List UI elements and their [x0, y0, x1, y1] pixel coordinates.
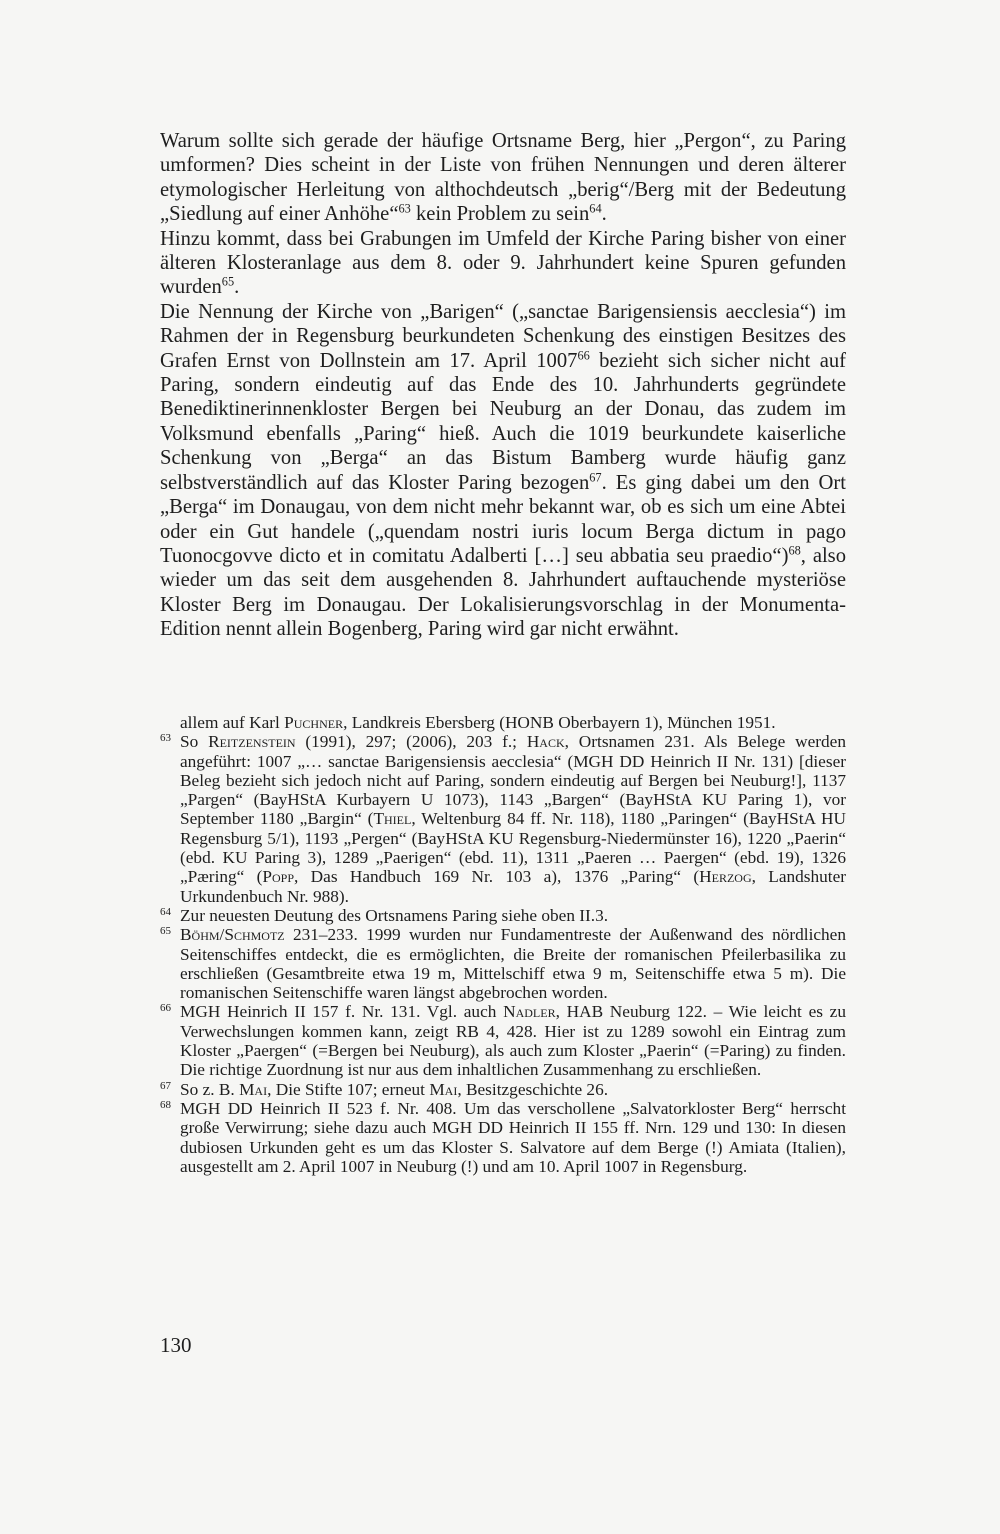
footnote-ref-68: 68: [788, 543, 801, 558]
paragraph-3: Die Nennung der Kirche von „Barigen“ („sanctae Barigensiensis aecclesia“) im Rahmen der in Regensburg beurkundeten Schenkung des einstigen Besitzes des Grafen Ernst von Dollnstein am 17. April 1007$^{66}$ bezieht sich sicher nicht auf Paring, sondern eindeutig auf das Ende des 10. Jahrhunderts gegründete Benediktinerinnenkloster Bergen bei Neuburg an der Donau, das zudem im Volksmund ebenfalls „Paring“ hieß. Auch die 1019 beurkundete kaiserliche Schenkung von „Berga“ an das Bistum Bamberg wurde häufig ganz selbstverständlich auf das Kloster Paring bezogen$^{67}$. Es ging dabei um den Ort „Berga“ im Donaugau, von dem nicht mehr bekannt war, ob es sich um eine Abtei oder ein Gut handele („quendam nostri iuris locum Berga dictum in pago Tuonocgovve dicto et in comitatu Adalberti […] seu abbatia seu praedio“)$^{68}$, also wieder um das seit dem ausgehenden 8. Jahrhundert auftauchende mysteriöse Kloster Berg im Donaugau. Der Lokalisierungsvorschlag in der Monumenta-Edition nennt allein Bogenberg, Paring wird gar nicht erwähnt.: [160, 300, 846, 641]
footnote-64: 64 Zur neuesten Deutung des Ortsnamens Paring siehe oben II.3.: [160, 906, 846, 925]
main-text: [160, 129, 846, 642]
footnote-number: 65: [160, 925, 171, 938]
footnote-68: 68 MGH DD Heinrich II 523 f. Nr. 408. Um das verschollene „Salvatorkloster Berg“ herrscht große Verwirrung; siehe dazu auch MGH DD Heinrich II 155 ff. Nrn. 129 und 130: In diesen dubiosen Urkunden geht es um das Kloster S. Salvatore auf dem Berge (!) Amiata (Italien), ausgestellt am 2. April 1007 in Neuburg (!) und am 10. April 1007 in Regensburg.: [160, 1099, 846, 1176]
page-number: 130: [160, 1333, 192, 1357]
footnote-number: 66: [160, 1002, 171, 1015]
paragraph-1: Warum sollte sich gerade der häufige Ortsname Berg, hier „Pergon“, zu Paring umformen? Dies scheint in der Liste von frühen Nennungen und deren älterer etymologischer Herleitung von althochdeutsch „berig“/Berg mit der Bedeutung „Siedlung auf einer Anhöhe“$^{63}$ kein Problem zu sein$^{64}$.: [160, 130, 846, 226]
footnote-number: 63: [160, 732, 171, 745]
footnotes: [160, 713, 846, 1176]
footnote-continuation: allem auf Karl Puchner, Landkreis Ebersberg (HONB Oberbayern 1), München 1951.: [180, 713, 776, 732]
footnote-number: 64: [160, 905, 171, 918]
footnote-63: 63 So Reitzenstein (1991), 297; (2006), 203 f.; Hack, Ortsnamen 231. Als Belege werden angeführt: 1007 „… sanctae Barigensiensis aecclesia“ (MGH DD Heinrich II Nr. 131) [dieser Beleg bezieht sich jedoch nicht auf Paring, sondern eindeutig auf Bergen bei Neuburg!], 1137 „Pargen“ (BayHStA Kurbayern U 1073), 1143 „Bargen“ (BayHStA KU Paring 1), vor September 1180 „Bargin“ (Thiel, Weltenburg 84 ff. Nr. 118), 1180 „Paringen“ (BayHStA HU Regensburg 5/1), 1193 „Pergen“ (BayHStA KU Regensburg-Niedermünster 16), 1220 „Paerin“ (ebd. KU Paring 3), 1289 „Paerigen“ (ebd. 11), 1311 „Paeren … Paergen“ (ebd. 19), 1326 „Pæring“ (Popp, Das Handbuch 169 Nr. 103 a), 1376 „Paring“ (Herzog, Landshuter Urkundenbuch Nr. 988).: [160, 732, 846, 906]
footnote-number: 68: [160, 1098, 171, 1111]
footnote-ref-66: 66: [577, 348, 590, 363]
paragraph-2: Hinzu kommt, dass bei Grabungen im Umfeld der Kirche Paring bisher von einer älteren Klosteranlage aus dem 8. oder 9. Jahrhundert keine Spuren gefunden wurden$^{65}$.: [160, 227, 846, 299]
footnote-ref-64: 64: [589, 201, 602, 216]
footnote-67: 67 So z. B. Mai, Die Stifte 107; erneut Mai, Besitzgeschichte 26.: [160, 1080, 846, 1099]
footnote-number: 67: [160, 1079, 171, 1092]
footnote-ref-67: 67: [589, 470, 602, 485]
footnote-ref-65: 65: [221, 275, 235, 290]
footnote-ref-63: 63: [398, 201, 411, 216]
footnote-65: 65 Böhm/Schmotz 231–233. 1999 wurden nur Fundamentreste der Außenwand des nördlichen Seitenschiffes entdeckt, die es ermöglichten, die Breite der romanischen Pfeilerbasilika zu erschließen (Gesamtbreite etwa 19 m, Mittelschiff etwa 9 m, Seitenschiffe etwa 5 m). Die romanischen Seitenschiffe waren längst abgebrochen worden.: [160, 925, 846, 1002]
footnote-66: 66 MGH Heinrich II 157 f. Nr. 131. Vgl. auch Nadler, HAB Neuburg 122. – Wie leicht es zu Verwechslungen kommen kann, zeigt RB 4, 428. Hier ist zu 1289 sowohl ein Eintrag zum Kloster „Paergen“ (=Bergen bei Neuburg), als auch zum Kloster „Paerin“ (=Paring) zu finden. Die richtige Zuordnung ist nur aus dem inhaltlichen Zusammenhang zu erschließen.: [160, 1002, 846, 1079]
